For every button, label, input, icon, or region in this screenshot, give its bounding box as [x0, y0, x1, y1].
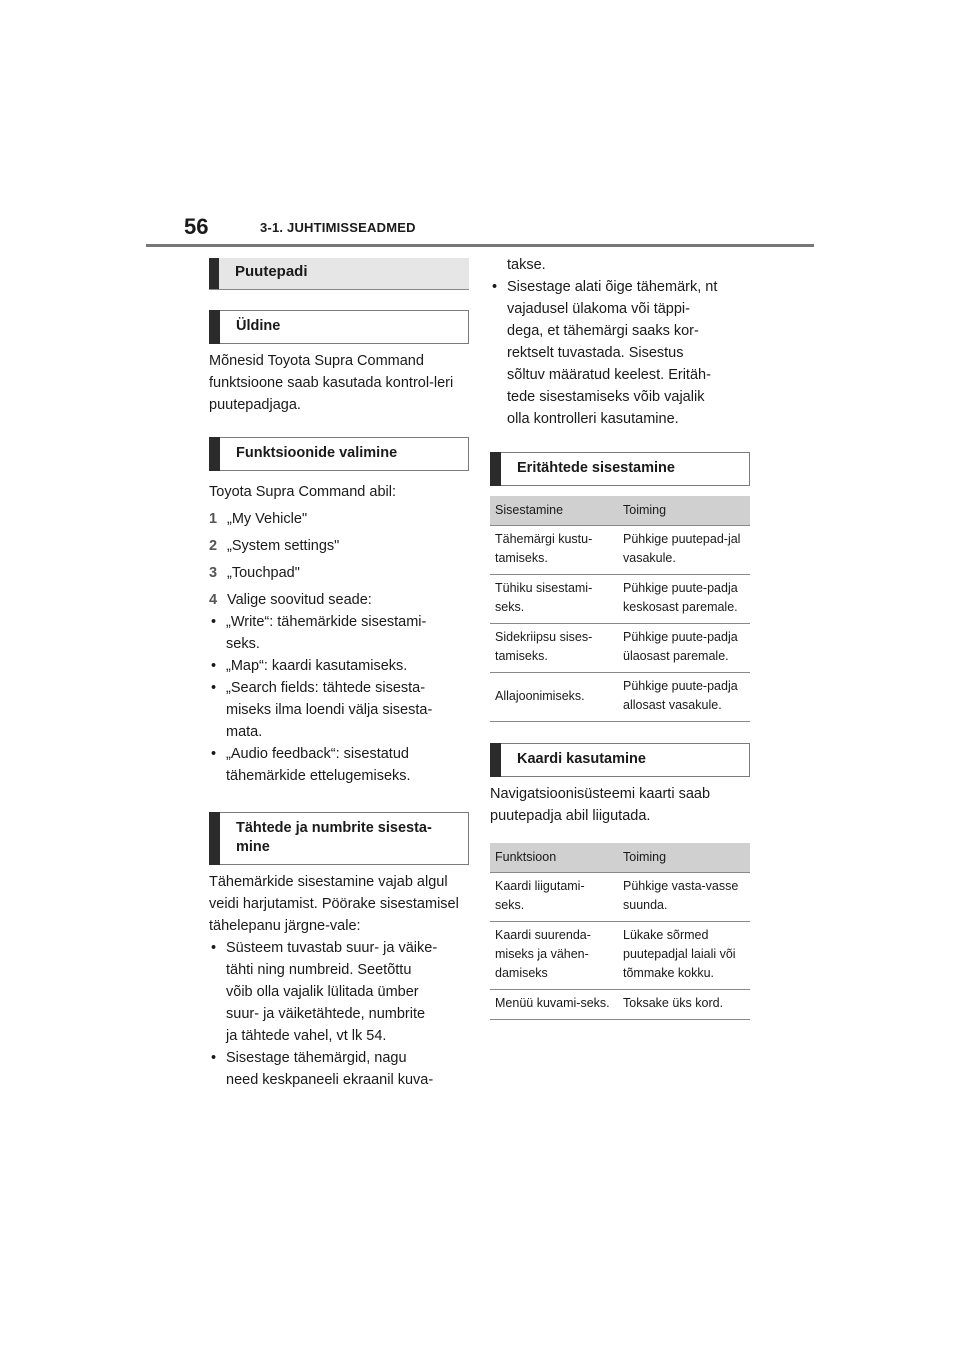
- table-row: [490, 990, 750, 1020]
- table-cell: Allajoonimiseks.: [490, 673, 618, 722]
- heading-input-letters: Tähtede ja numbrite sisesta-mine: [209, 812, 469, 865]
- table-cell: Pühkige vasta-vasse suunda.: [618, 873, 750, 922]
- option-continued: miseks ilma loendi välja sisesta-: [226, 702, 433, 718]
- table-header: Toiming: [618, 496, 750, 526]
- left-column: [209, 258, 469, 1091]
- map-text: Navigatsioonisüsteemi kaarti saab puutepadja abil liigutada.: [490, 786, 711, 824]
- special-bullet: • Sisestage alati õige tähemärk, nt: [490, 276, 750, 298]
- table-row: [490, 873, 750, 922]
- general-text: Mõnesid Toyota Supra Command funktsioone saab kasutada kontrol-leri puutepadjaga.: [209, 353, 454, 413]
- step-number: 1: [209, 511, 218, 527]
- step-number: 3: [209, 565, 218, 581]
- header-rule: [146, 244, 814, 247]
- select-intro: Toyota Supra Command abil:: [209, 484, 396, 500]
- input-continued: tähti ning numbreid. Seetõttu: [226, 962, 412, 978]
- table-cell: Pühkige puute-padja allosast vasakule.: [618, 673, 750, 722]
- input-bullet: • Süsteem tuvastab suur- ja väike-: [209, 937, 469, 959]
- table-cell: Lükake sõrmed puutepadjal laiali või tõmmake kokku.: [618, 922, 750, 990]
- special-characters-table: [490, 496, 750, 722]
- special-continued: dega, et tähemärgi saaks kor-: [507, 323, 699, 339]
- map-table: [490, 843, 750, 1020]
- heading-select-functions: Funktsioonide valimine: [209, 437, 469, 471]
- table-header: Sisestamine: [490, 496, 618, 526]
- page-number: 56: [184, 214, 209, 239]
- table-cell: Sidekriipsu sises-tamiseks.: [490, 624, 618, 673]
- table-cell: Toksake üks kord.: [618, 990, 750, 1020]
- table-cell: Menüü kuvami-seks.: [490, 990, 618, 1020]
- table-row: [490, 526, 750, 575]
- special-continued: tede sisestamiseks võib vajalik: [507, 389, 705, 405]
- step-number: 4: [209, 592, 218, 608]
- step-text: „Touchpad": [227, 565, 300, 581]
- special-continued: rektselt tuvastada. Sisestus: [507, 345, 684, 361]
- option-bullet: • „Audio feedback“: sisestatud: [209, 743, 469, 765]
- input-continued: ja tähtede vahel, vt lk 54.: [226, 1028, 387, 1044]
- option-continued: seks.: [226, 636, 260, 652]
- step-item: [209, 562, 469, 584]
- option-bullet: • „Map“: kaardi kasutamiseks.: [209, 655, 469, 677]
- table-row: [490, 673, 750, 722]
- step-text: „System settings": [227, 538, 340, 554]
- table-cell: Tühiku sisestami-seks.: [490, 575, 618, 624]
- step-item: [209, 589, 469, 611]
- table-header: Funktsioon: [490, 843, 618, 873]
- table-cell: Pühkige puute-padja keskosast paremale.: [618, 575, 750, 624]
- heading-map-usage: Kaardi kasutamine: [490, 743, 750, 777]
- table-cell: Pühkige puute-padja ülaosast paremale.: [618, 624, 750, 673]
- table-header: Toiming: [618, 843, 750, 873]
- option-list: [209, 611, 469, 787]
- input-continued: suur- ja väiketähtede, numbrite: [226, 1006, 426, 1022]
- option-continued: mata.: [226, 724, 263, 740]
- table-row: [490, 575, 750, 624]
- table-row: [490, 624, 750, 673]
- table-cell: Kaardi suurenda-miseks ja vähen-damiseks: [490, 922, 618, 990]
- continued-text: takse.: [507, 257, 546, 273]
- table-cell: Pühkige puutepad-jal vasakule.: [618, 526, 750, 575]
- input-text: Tähemärkide sisestamine vajab algul veidi harjutamist. Pöörake sisestamisel tähelepanu järgne-vale:: [209, 874, 459, 934]
- heading-general: Üldine: [209, 310, 469, 344]
- input-continued: need keskpaneeli ekraanil kuva-: [226, 1072, 434, 1088]
- table-header-row: [490, 496, 750, 526]
- special-continued: olla kontrolleri kasutamine.: [507, 411, 679, 427]
- input-bullet-list: [209, 937, 469, 1091]
- step-item: [209, 535, 469, 557]
- step-number: 2: [209, 538, 218, 554]
- step-text: „My Vehicle": [227, 511, 308, 527]
- input-bullet: • Sisestage tähemärgid, nagu: [209, 1047, 469, 1069]
- option-bullet: • „Write“: tähemärkide sisestami-: [209, 611, 469, 633]
- table-cell: Tähemärgi kustu-tamiseks.: [490, 526, 618, 575]
- section-title: 3-1. JUHTIMISSEADMED: [260, 220, 416, 235]
- heading-touchpad: Puutepadi: [209, 258, 469, 290]
- input-continued: võib olla vajalik lülitada ümber: [226, 984, 419, 1000]
- heading-special-characters: Eritähtede sisestamine: [490, 452, 750, 486]
- right-column: [490, 254, 750, 1020]
- table-header-row: [490, 843, 750, 873]
- option-bullet: • „Search fields: tähtede sisesta-: [209, 677, 469, 699]
- step-item: [209, 508, 469, 530]
- table-row: [490, 922, 750, 990]
- special-continued: sõltuv määratud keelest. Eritäh-: [507, 367, 711, 383]
- step-text: Valige soovitud seade:: [227, 592, 372, 608]
- table-cell: Kaardi liigutami-seks.: [490, 873, 618, 922]
- option-continued: tähemärkide ettelugemiseks.: [226, 768, 411, 784]
- special-continued: vajadusel ülakoma või täppi-: [507, 301, 690, 317]
